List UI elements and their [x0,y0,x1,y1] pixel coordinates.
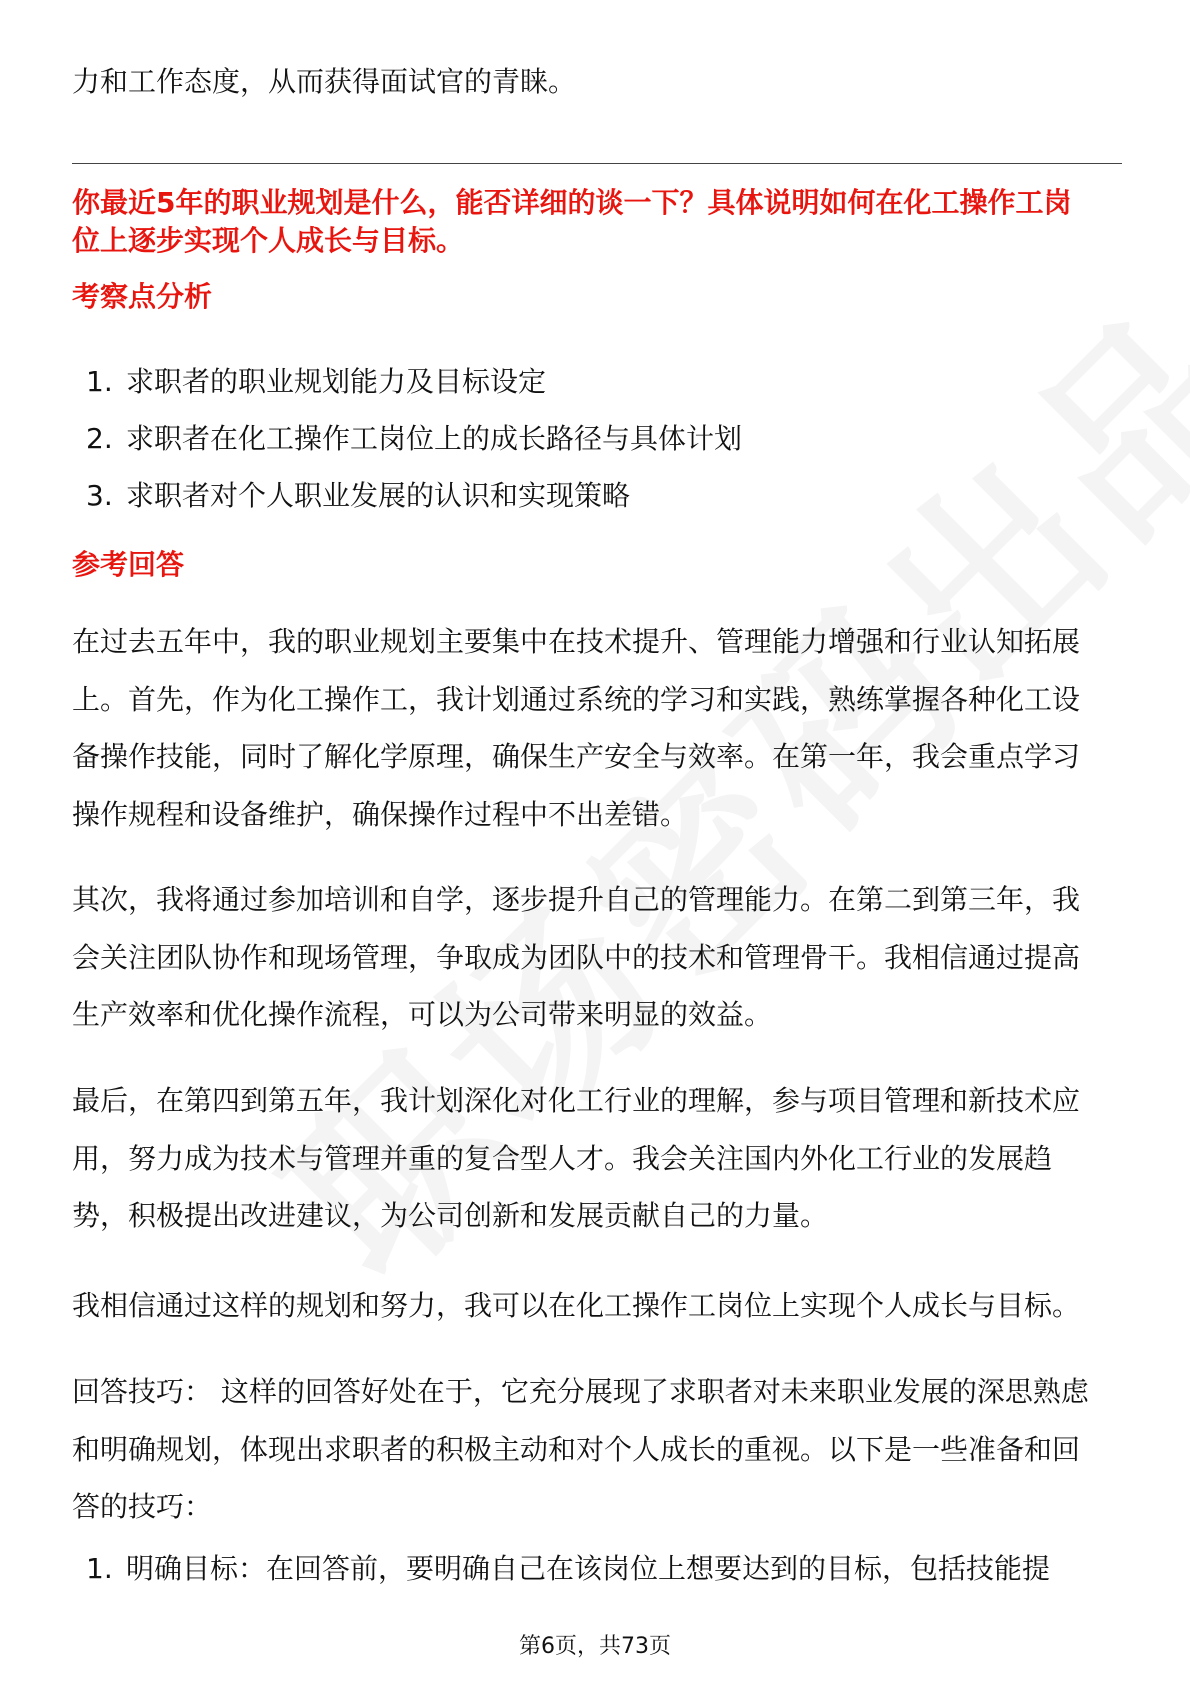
paragraph-line: 用，努力成为技术与管理并重的复合型人才。我会关注国内外化工行业的发展趋 [72,1141,1053,1175]
answer-paragraph [72,1277,1132,1335]
list-item [86,353,742,410]
question-line: 位上逐步实现个人成长与目标。 [72,224,465,257]
question-line: 你最近5年的职业规划是什么，能否详细的谈一下？具体说明如何在化工操作工岗 [72,186,1072,219]
list-item-text: 求职者在化工操作工岗位上的成长路径与具体计划 [126,422,743,455]
list-item [86,1550,1050,1588]
paragraph-line: 其次，我将通过参加培训和自学，逐步提升自己的管理能力。在第二到第三年，我 [72,883,1081,916]
list-number: 1. [86,365,113,398]
list-number: 1. [86,1552,113,1585]
list-item [86,467,742,524]
paragraph-line: 回答技巧： 这样的回答好处在于，它充分展现了求职者对未来职业发展的深思熟虑 [72,1375,1089,1408]
paragraph-line: 生产效率和优化操作流程，可以为公司带来明显的效益。 [72,998,773,1031]
paragraph-line: 在过去五年中，我的职业规划主要集中在技术提升、管理能力增强和行业认知拓展 [72,625,1081,658]
paragraph-line: 操作规程和设备维护，确保操作过程中不出差错。 [72,797,689,831]
tips-paragraph [72,1363,1132,1536]
analysis-heading: 考察点分析 [72,280,213,313]
paragraph-line: 上。首先，作为化工操作工，我计划通过系统的学习和实践，熟练掌握各种化工设 [72,682,1081,716]
list-item-text: 明确目标：在回答前，要明确自己在该岗位上想要达到的目标，包括技能提 [126,1552,1051,1585]
list-number: 3. [86,479,113,512]
list-item-text: 求职者的职业规划能力及目标设定 [126,365,547,398]
paragraph-line: 最后，在第四到第五年，我计划深化对化工行业的理解，参与项目管理和新技术应 [72,1084,1081,1117]
answer-paragraph [72,871,1132,1044]
paragraph-line: 和明确规划，体现出求职者的积极主动和对个人成长的重视。以下是一些准备和回 [72,1432,1081,1466]
tips-list [86,1550,1050,1588]
list-number: 2. [86,422,113,455]
analysis-points-list [86,353,742,524]
answer-paragraph [72,613,1132,843]
paragraph-line: 会关注团队协作和现场管理，争取成为团队中的技术和管理骨干。我相信通过提高 [72,940,1081,974]
continued-text-line: 力和工作态度，从而获得面试官的青睐。 [72,65,577,98]
answer-heading: 参考回答 [72,548,185,581]
paragraph-line: 答的技巧： [72,1490,213,1523]
answer-paragraph [72,1072,1132,1245]
paragraph-line: 备操作技能，同时了解化学原理，确保生产安全与效率。在第一年，我会重点学习 [72,740,1081,773]
interview-question [72,184,1132,260]
paragraph-line: 我相信通过这样的规划和努力，我可以在化工操作工岗位上实现个人成长与目标。 [72,1289,1081,1322]
paragraph-line: 势，积极提出改进建议，为公司创新和发展贡献自己的力量。 [72,1199,829,1232]
page-footer: 第6页，共73页 [519,1634,671,1659]
list-item [86,410,742,467]
list-item-text: 求职者对个人职业发展的认识和实现策略 [126,479,631,512]
section-divider [72,163,1122,164]
